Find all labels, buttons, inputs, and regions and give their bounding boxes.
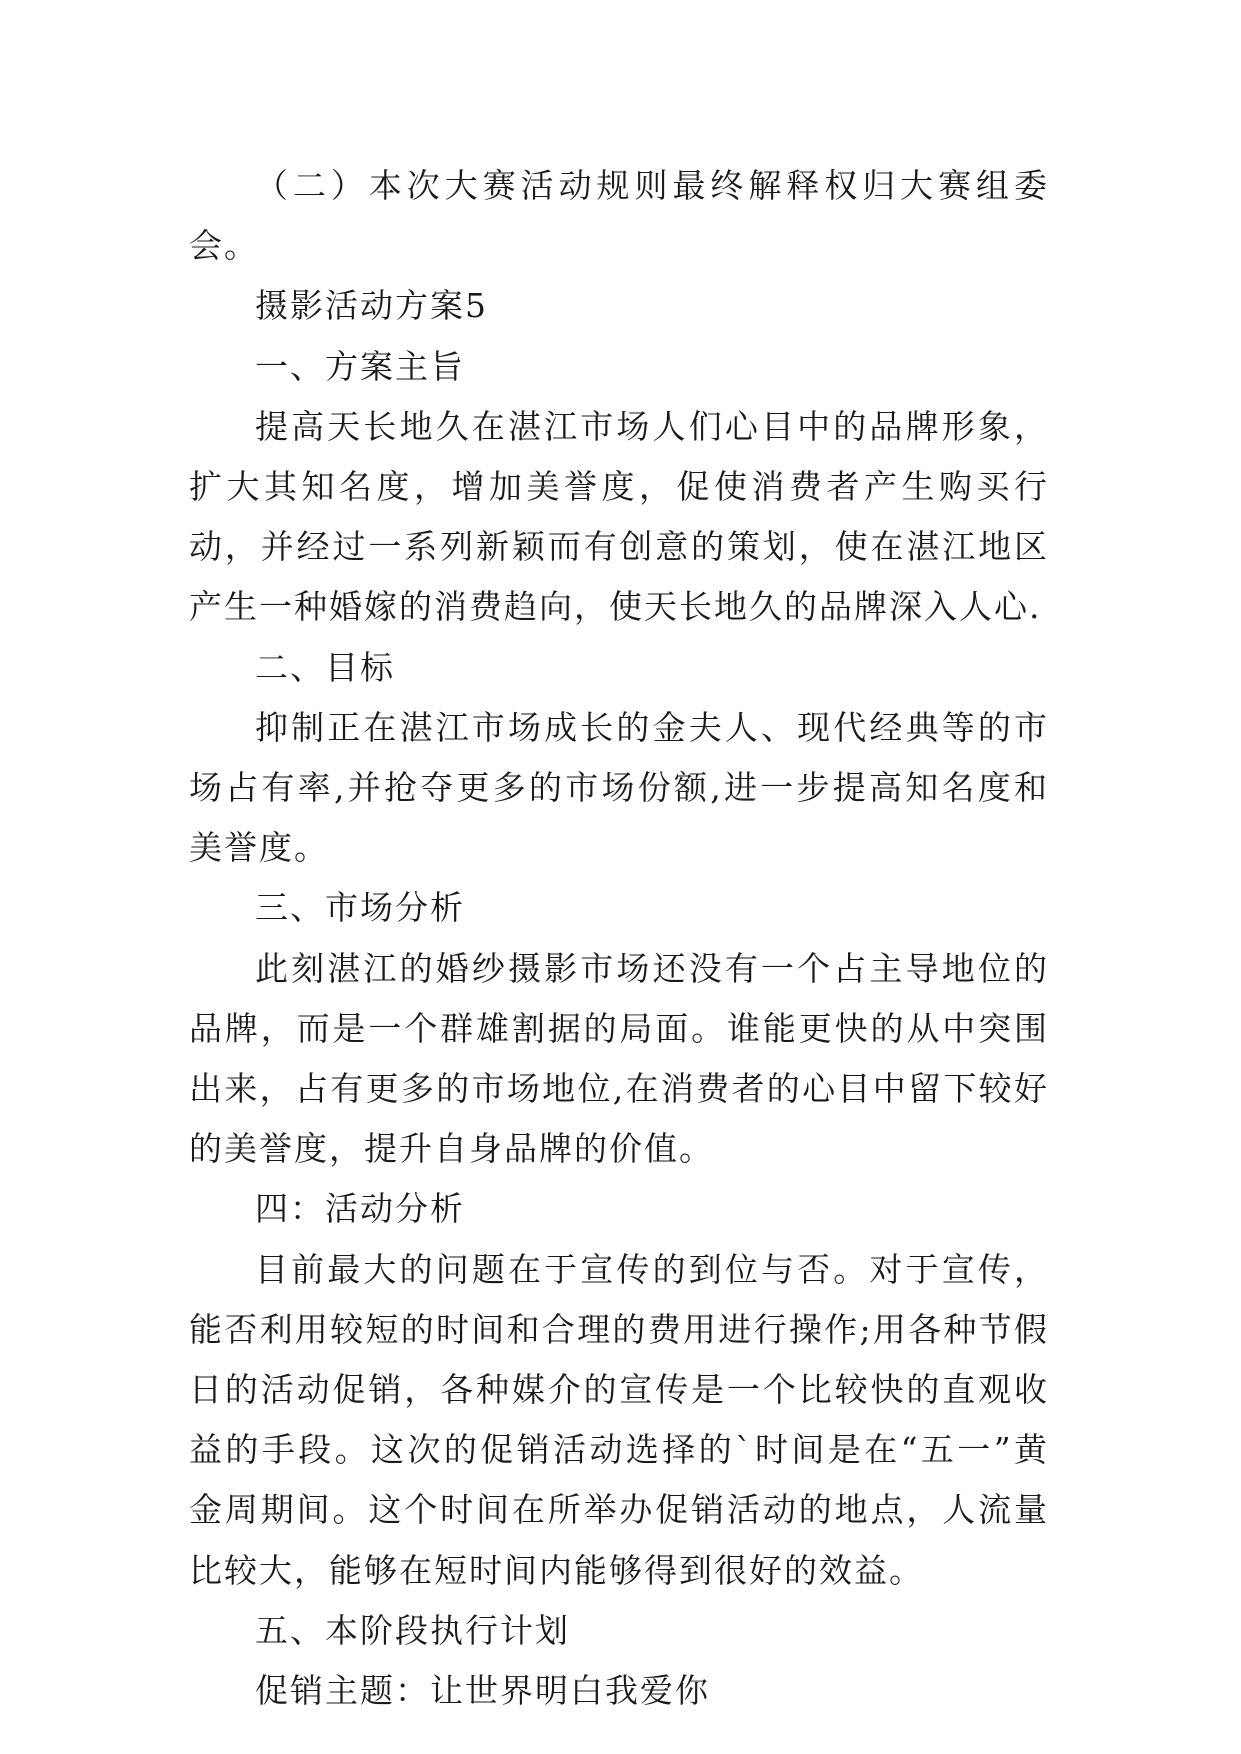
heading-purpose: 一、方案主旨: [255, 346, 465, 386]
paragraph-activity-analysis: 目前最大的问题在于宣传的到位与否。对于宣传，能否利用较短的时间和合理的费用进行操作;用各种节假日的活动促销，各种媒介的宣传是一个比较快的直观收益的手段。这次的促销活动选择的`时间是在“五一”黄金周期间。这个时间在所举办促销活动的地点，人流量比较大，能够在短时间内能够得到很好的效益。: [189, 1249, 1049, 1590]
section-title: 摄影活动方案5: [255, 286, 488, 326]
heading-execution-plan: 五、本阶段执行计划: [255, 1610, 570, 1650]
promotion-theme: 促销主题：让世界明白我爱你: [255, 1671, 710, 1711]
paragraph-goal: 抑制正在湛江市场成长的金夫人、现代经典等的市场占有率,并抢夺更多的市场份额,进一步提高知名度和美誉度。: [189, 707, 1049, 868]
paragraph-purpose: 提高天长地久在湛江市场人们心目中的品牌形象，扩大其知名度，增加美誉度，促使消费者产生购买行动，并经过一系列新颖而有创意的策划，使在湛江地区产生一种婚嫁的消费趋向，使天长地久的品牌深入人心.: [189, 406, 1049, 627]
heading-activity-analysis: 四：活动分析: [255, 1189, 465, 1229]
document-body: [189, 156, 1049, 1721]
heading-goal: 二、目标: [255, 647, 395, 687]
clause-note: （二）本次大赛活动规则最终解释权归大赛组委会。: [189, 166, 1049, 266]
paragraph-market-analysis: 此刻湛江的婚纱摄影市场还没有一个占主导地位的品牌，而是一个群雄割据的局面。谁能更快的从中突围出来，占有更多的市场地位,在消费者的心目中留下较好的美誉度，提升自身品牌的价值。: [189, 948, 1049, 1169]
heading-market-analysis: 三、市场分析: [255, 888, 465, 928]
